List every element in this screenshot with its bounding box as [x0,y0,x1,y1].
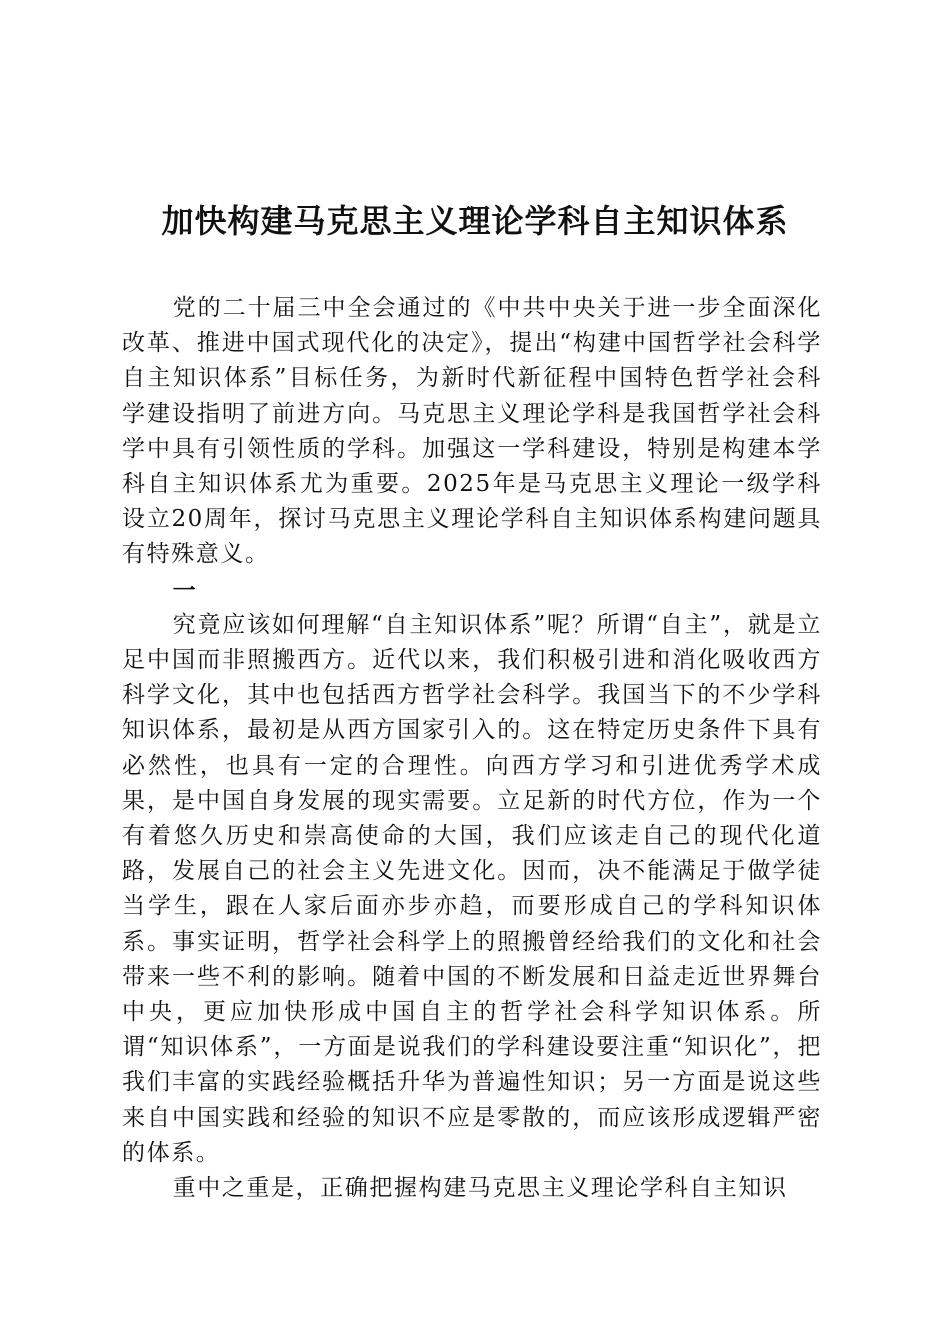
paragraph-section-one: 究竟应该如何理解“自主知识体系”呢？所谓“自主”，就是立足中国而非照搬西方。近代以来，我们积极引进和消化吸收西方科学文化，其中也包括西方哲学社会科学。我国当下的不少学科知识体系，最初是从西方国家引入的。这在特定历史条件下具有必然性，也具有一定的合理性。向西方学习和引进优秀学术成果，是中国自身发展的现实需要。立足新的时代方位，作为一个有着悠久历史和崇高使命的大国，我们应该走自己的现代化道路，发展自己的社会主义先进文化。因而，决不能满足于做学徒当学生，跟在人家后面亦步亦趋，而要形成自己的学科知识体系。事实证明，哲学社会科学上的照搬曾经给我们的文化和社会带来一些不利的影响。随着中国的不断发展和日益走近世界舞台中央，更应加快形成中国自主的哲学社会科学知识体系。所谓“知识体系”，一方面是说我们的学科建设要注重“知识化”，把我们丰富的实践经验概括升华为普遍性知识；另一方面是说这些来自中国实践和经验的知识不应是零散的，而应该形成逻辑严密的体系。 [122,611,822,1166]
document-title: 加快构建马克思主义理论学科自主知识体系 [161,202,789,240]
paragraph-intro: 党的二十届三中全会通过的《中共中央关于进一步全面深化改革、推进中国式现代化的决定》，提出“构建中国哲学社会科学自主知识体系”目标任务，为新时代新征程中国特色哲学社会科学建设指明了前进方向。马克思主义理论学科是我国哲学社会科学中具有引领性质的学科。加强这一学科建设，特别是构建本学科自主知识体系尤为重要。2025年是马克思主义理论一级学科设立20周年，探讨马克思主义理论学科自主知识体系构建问题具有特殊意义。 [122,295,822,568]
section-number: 一 [172,576,196,604]
paragraph-continued: 重中之重是，正确把握构建马克思主义理论学科自主知识 [172,1175,788,1202]
document-body [122,291,822,1206]
